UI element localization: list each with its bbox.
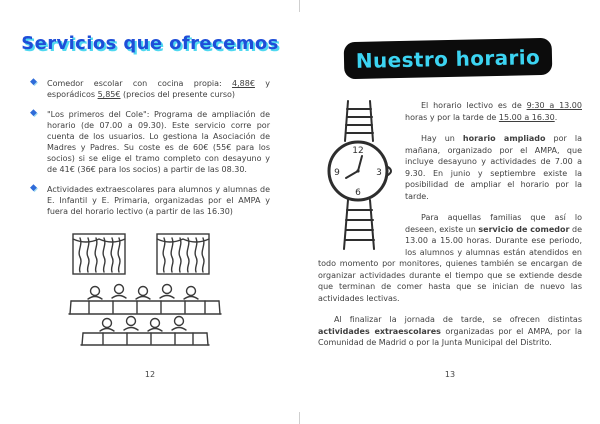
watch-strap-bottom bbox=[344, 200, 374, 249]
dining-room-illustration bbox=[55, 230, 237, 348]
page-number-right: 13 bbox=[444, 370, 456, 379]
paragraph: Para aquellas familias que así lo deseen, existe un servicio de comedor de 13.00 a 15.00 horas. Durante ese periodo, los alumnos y alumnas están atendidos en todo momento por monitores, quienes también se encargan de organizar actividades durante el tiempo que se extiende desde que terminan de comer hasta que se inician de nuevo las actividades lectivas. bbox=[318, 213, 583, 303]
bullet-text: Actividades extraescolares para alumnos y alumnas de E. Infantil y E. Primaria, organizadas por el AMPA y fuera del horario lectivo (a partir de las 16.30) bbox=[47, 185, 270, 216]
svg-text:6: 6 bbox=[355, 188, 361, 198]
page-right bbox=[300, 0, 600, 424]
paragraph: Hay un horario ampliado por la mañana, organizado por el AMPA, que incluye desayuno y actividades de 7.00 a 9.30. En junio y septiembre existe la posibilidad de ampliar el horario por la tarde. bbox=[405, 134, 582, 201]
dining-room-drawing bbox=[55, 230, 237, 348]
bullet-text: Comedor escolar con cocina propia: 4,88€ y esporádicos 5,85€ (precios del presente curso) bbox=[47, 79, 270, 99]
page-number-left: 12 bbox=[144, 370, 156, 379]
list-item bbox=[30, 184, 270, 217]
paragraph: Al finalizar la jornada de tarde, se ofrecen distintas actividades extraescolares organizadas por el AMPA, por la Comunidad de Madrid o por la Junta Municipal del Distrito. bbox=[318, 315, 582, 347]
svg-text:3: 3 bbox=[376, 168, 382, 178]
right-page-title: Nuestro horario bbox=[355, 44, 541, 73]
watch-strap-top bbox=[345, 101, 373, 141]
list-item bbox=[30, 78, 270, 100]
left-page-title: Servicios que ofrecemos bbox=[21, 33, 279, 54]
wristwatch-drawing bbox=[318, 100, 396, 250]
svg-text:9: 9 bbox=[334, 168, 340, 178]
diamond-bullet-icon: ◆ bbox=[30, 108, 37, 118]
window-with-curtains bbox=[73, 234, 125, 274]
list-item bbox=[30, 109, 270, 175]
diamond-bullet-icon: ◆ bbox=[30, 77, 37, 87]
window-with-curtains bbox=[157, 234, 209, 274]
wristwatch-illustration bbox=[318, 100, 396, 250]
diamond-bullet-icon: ◆ bbox=[30, 183, 37, 193]
right-page-title-box bbox=[344, 38, 553, 79]
paragraph: El horario lectivo es de 9:30 a 13.00 horas y por la tarde de 15.00 a 16.30. bbox=[405, 101, 582, 122]
services-list bbox=[30, 78, 270, 226]
schedule-text bbox=[318, 100, 582, 359]
svg-text:12: 12 bbox=[352, 146, 364, 156]
children-at-table bbox=[69, 285, 221, 315]
bullet-text: "Los primeros del Cole": Programa de ampliación de horario (de 07.00 a 09.30). Este servicio corre por cuenta de los usuarios. Lo gestiona la Asociación de Madres y Padres. Su coste es de 60€ (55€ para los socios) si se elige el tramo completo con desayuno y de 41€ (36€ para los socios) a partir de las 08.30. bbox=[47, 110, 270, 174]
children-at-table bbox=[81, 317, 209, 346]
